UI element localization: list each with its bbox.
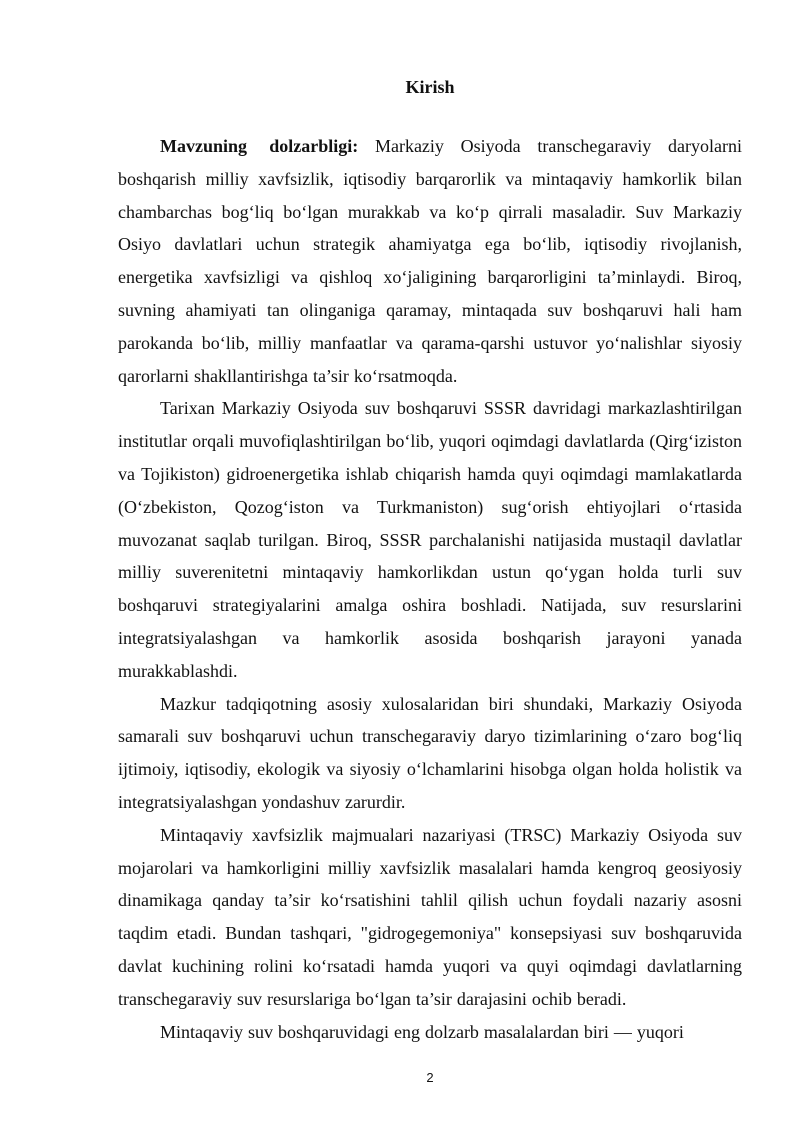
document-page <box>118 0 742 1131</box>
paragraph-theory: Mintaqaviy xavfsizlik majmualari nazariyasi (TRSC) Markaziy Osiyoda suv mojarolari va hamkorligini milliy xavfsizlik masalalari hamda kengroq geosiyosiy dinamikaga qanday ta’sir ko‘rsatishini tahlil qilish uchun foydali nazariy asosni taqdim etadi. Bundan tashqari, "gidrogegemoniya" konsepsiyasi suv boshqaruvida davlat kuchining rolini ko‘rsatadi hamda yuqori va quyi oqimdagi davlatlarning transchegaraviy suv resurslariga bo‘lgan ta’sir darajasini ochib beradi. <box>118 824 742 1009</box>
paragraph-text: Markaziy Osiyoda transchegaraviy daryolarni boshqarish milliy xavfsizlik, iqtisodiy barqarorlik va mintaqaviy hamkorlik bilan chambarchas bog‘liq bo‘lgan murakkab va ko‘p qirrali masaladir. Suv Markaziy Osiyo davlatlari uchun strategik ahamiyatga ega bo‘lib, iqtisodiy rivojlanish, energetika xavfsizligi va qishloq xo‘jaligining barqarorligini ta’minlaydi. Biroq, suvning ahamiyati tan olinganiga qaramay, mintaqada suv boshqaruvi hali ham parokanda bo‘lib, milliy manfaatlar va qarama-qarshi ustuvor yo‘nalishlar siyosiy qarorlarni shakllantirishga ta’sir ko‘rsatmoqda. <box>118 136 742 386</box>
page-number: 2 <box>426 1070 434 1085</box>
page-title: Kirish <box>405 77 455 97</box>
paragraph-relevance <box>118 130 742 392</box>
paragraph-conclusion: Mazkur tadqiqotning asosiy xulosalaridan biri shundaki, Markaziy Osiyoda samarali suv boshqaruvi uchun transchegaraviy daryo tizimlarining o‘zaro bog‘liq ijtimoiy, iqtisodiy, ekologik va siyosiy o‘lchamlarini hisobga olgan holda holistik va integratsiyalashgan yondashuv zarurdir. <box>118 693 742 812</box>
document-body <box>118 130 742 1048</box>
paragraph-lead: Mavzuning dolzarbligi: <box>160 136 359 156</box>
paragraph-history: Tarixan Markaziy Osiyoda suv boshqaruvi SSSR davridagi markazlashtirilgan institutlar orqali muvofiqlashtirilgan bo‘lib, yuqori oqimdagi davlatlarda (Qirg‘iziston va Tojikiston) gidroenergetika ishlab chiqarish hamda quyi oqimdagi mamlakatlarda (O‘zbekiston, Qozog‘iston va Turkmaniston) sug‘orish ehtiyojlari o‘rtasida muvozanat saqlab turilgan. Biroq, SSSR parchalanishi natijasida mustaqil davlatlar milliy suverenitetni mintaqaviy hamkorlikdan ustun qo‘ygan holda turli suv boshqaruvi strategiyalarini amalga oshira boshladi. Natijada, suv resurslarini integratsiyalashgan va hamkorlik asosida boshqarish jarayoni yanada murakkablashdi. <box>118 398 742 681</box>
paragraph-issues: Mintaqaviy suv boshqaruvidagi eng dolzarb masalalardan biri — yuqori <box>160 1021 684 1042</box>
